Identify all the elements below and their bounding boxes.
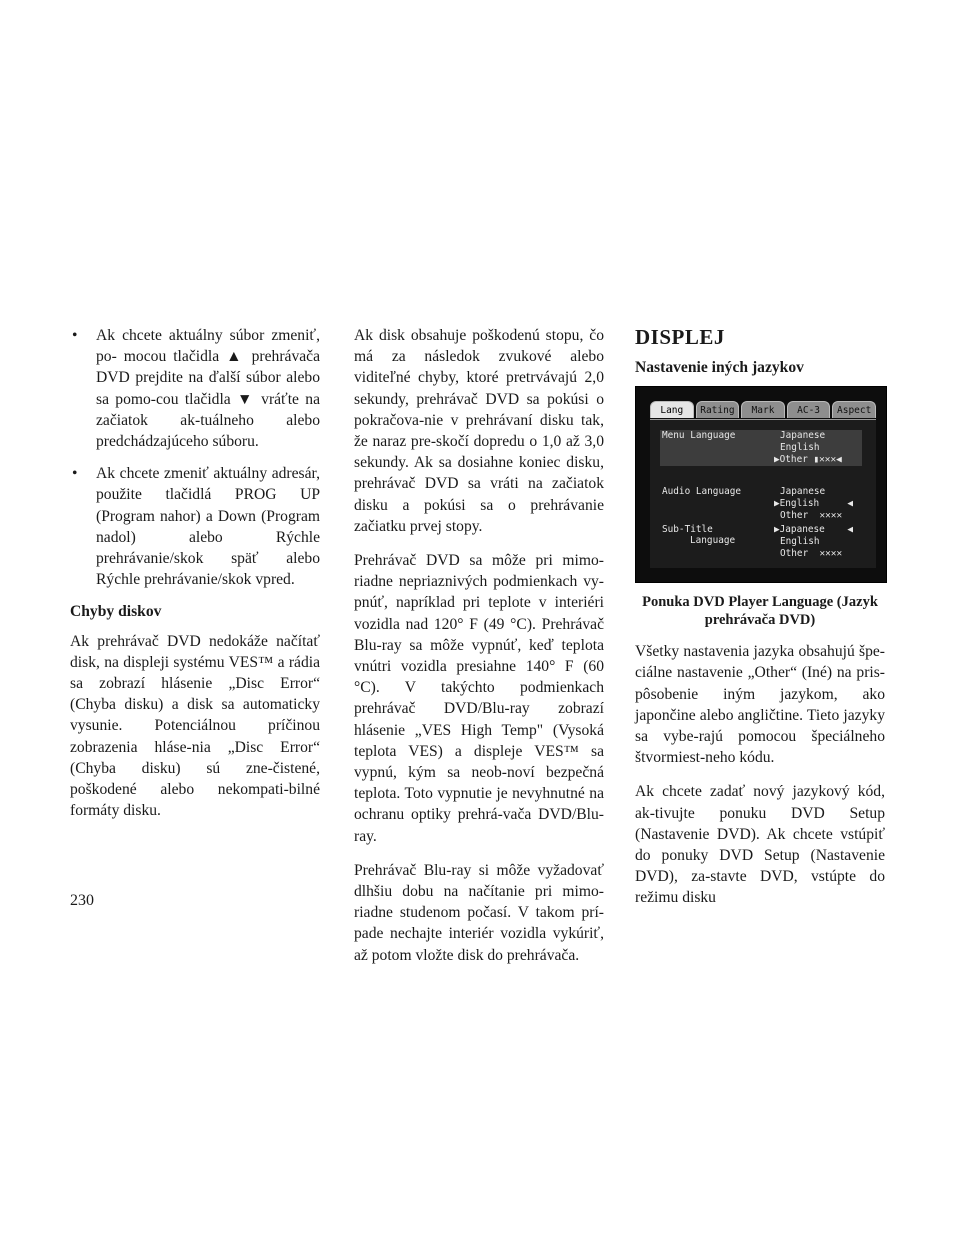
tab-ac3: AC-3 <box>787 401 831 418</box>
dvd-language-menu-screenshot <box>635 386 887 583</box>
audio-language-opt-3: Other ✕✕✕✕ <box>780 510 843 522</box>
bullet-item-change-folder <box>70 463 320 590</box>
menu-tabs <box>650 401 876 418</box>
bullet-text: Ak chcete aktuálny súbor zmeniť, po- mocou tlačidla ▲ prehrávača DVD prejdite na ďalší súbor alebo sa pomo-cou tlačidla ▼ vráťte na začiatok ak-tuálneho alebo predchádzajúceho súboru. <box>96 327 321 451</box>
tab-aspect: Aspect <box>832 401 876 418</box>
page-number: 230 <box>70 892 94 909</box>
subtitle-language-opt-1: ▶Japanese ◀ <box>774 524 854 536</box>
paragraph-disc-error: Ak prehrávač DVD nedokáže načítať disk, na displeji systému VES™ a rádia sa zobrazí hlásenie „Disc Error“ (Chyba disku) a disk sa automaticky vysunie. Potenciálnou príčinou zobrazenia hláse-nia „Disc Error“ (Chyba disku) sú zne-čistené, poškodené alebo nekompati-bilné formáty disku. <box>70 632 320 820</box>
subtitle-language-label-2: Language <box>690 535 736 547</box>
subtitle-language-opt-2: English <box>780 536 820 548</box>
menu-language-opt-1: Japanese <box>780 430 826 442</box>
paragraph-other-language: Všetky nastavenia jazyka obsahujú špe-ciálne nastavenie „Other“ (Iné) na pris-pôsobenie iným jazykom, ako japončine alebo angličtine. Tieto jazyky sa vybe-rajú pomocou špeciálneho štvormiest-neho kódu. <box>635 643 885 767</box>
section-title: DISPLEJ <box>635 325 725 349</box>
paragraph-language-code: Ak chcete zadať nový jazykový kód, ak-tivujte ponuku DVD Setup (Nastavenie DVD). Ak chcete vstúpiť do ponuky DVD Setup (Nastavenie DVD), za-stavte DVD, vstúpte do režimu disku <box>635 783 885 907</box>
figure-caption: Ponuka DVD Player Language (Jazyk prehrávača DVD) <box>642 594 878 629</box>
menu-language-opt-3: ▶Other ▮✕✕✕◀ <box>774 454 842 466</box>
bullet-item-change-file <box>70 325 320 452</box>
column-1 <box>70 325 320 834</box>
tab-mark: Mark <box>741 401 785 418</box>
tab-lang: Lang <box>650 401 694 418</box>
menu-language-opt-2: English <box>780 442 820 454</box>
subtitle-language-label: Sub-Title <box>662 524 713 536</box>
column-2 <box>354 325 604 979</box>
column-3 <box>635 325 885 922</box>
paragraph-cold-weather: Prehrávač Blu-ray si môže vyžadovať dlhšiu dobu na načítanie pri mimo-riadne studenom počasí. V takom prí-pade nechajte interiér vozidla vykúriť, až potom vložte disk do prehrávača. <box>354 861 604 964</box>
tab-rating: Rating <box>696 401 740 418</box>
bullet-dot: • <box>72 465 78 483</box>
bullet-text: Ak chcete zmeniť aktuálny adresár, použite tlačidlá PROG UP (Program nahor) a Down (Program nadol) alebo Rýchle prehrávanie/skok späť alebo Rýchle prehrávanie/skok vpred. <box>96 465 320 589</box>
bullet-dot: • <box>72 327 78 344</box>
audio-language-opt-2: ▶English ◀ <box>774 498 854 510</box>
subtitle-language-opt-3: Other ✕✕✕✕ <box>780 548 843 560</box>
heading-disc-errors: Chyby diskov <box>70 603 162 621</box>
paragraph-high-temp: Prehrávač DVD sa môže pri mimo-riadne nepriaznivých podmienkach vy-pnúť, napríklad pri teplote v interiéri vozidla nad 120° F (49 °C). Prehrávač Blu-ray sa môže vypnúť, keď teplota vnútri vozidla presiahne 140° F (60 °C). V takýchto podmienkach prehrávač DVD/Blu-ray zobrazí hlásenie „VES High Temp" (Vysoká teplota VES) a displeje VES™ sa vypnú, kým sa neob-noví bezpečná teplota. Toto vypnutie je nevyhnutné na ochranu optiky prehrá-vača DVD/Blu-ray. <box>354 552 604 845</box>
menu-language-label: Menu Language <box>662 430 736 442</box>
paragraph-damaged-track: Ak disk obsahuje poškodenú stopu, čo má za následok zvukové alebo viditeľné chyby, ktoré pretrvávajú 2,0 sekundy, prehrávač DVD sa pokúsi o pokračova-nie v prehrávaní disku tak, že naraz pre-skočí dopredu o 1,0 až 3,0 sekundy. Ak sa dosiahne koniec disku, prehrávač DVD sa vráti na začiatok disku a pokúsi sa o prehrávanie začiatku prvej stopy. <box>354 327 604 535</box>
audio-language-label: Audio Language <box>662 486 742 498</box>
subsection-title: Nastavenie iných jazykov <box>635 359 804 376</box>
audio-language-opt-1: Japanese <box>780 486 826 498</box>
menu-panel <box>650 419 876 568</box>
